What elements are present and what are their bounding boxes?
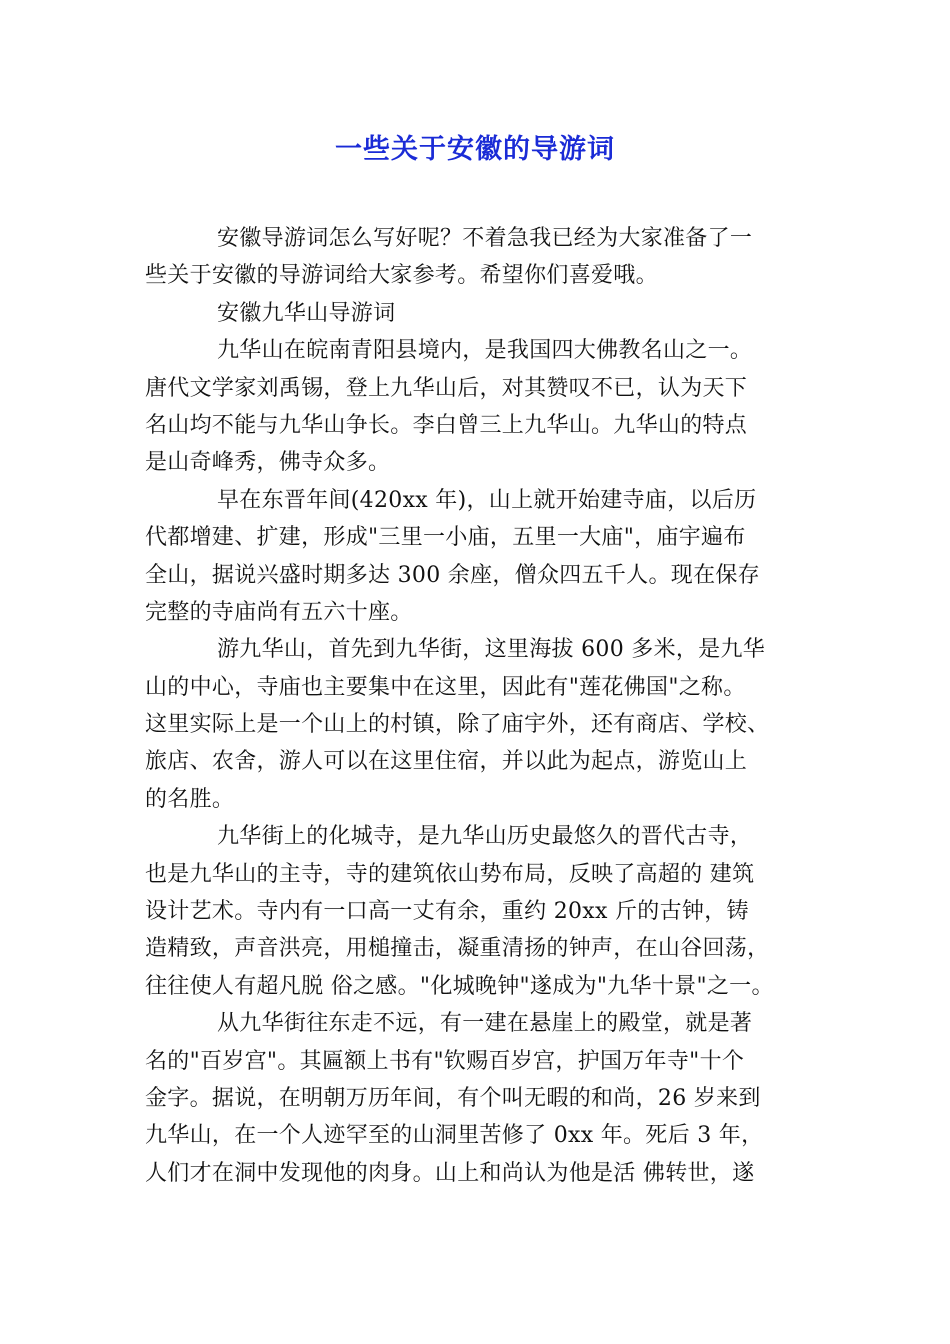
- body-line-5: 唐代文学家刘禹锡，登上九华山后，对其赞叹不已，认为天下: [145, 375, 748, 401]
- body-line-25: 九华山，在一个人迹罕至的山洞里苦修了 0xx 年。死后 3 年，: [145, 1123, 764, 1149]
- body-line-2: 些关于安徽的导游词给大家参考。希望你们喜爱哦。: [145, 263, 658, 289]
- body-line-13: 山的中心，寺庙也主要集中在这里，因此有"莲花佛国"之称。: [145, 674, 746, 700]
- body-line-14: 这里实际上是一个山上的村镇，除了庙宇外，还有商店、学校、: [145, 712, 770, 738]
- body-line-18: 也是九华山的主寺，寺的建筑依山势布局，反映了高超的 建筑: [145, 861, 755, 887]
- body-line-17: 九华街上的化城寺，是九华山历史最悠久的晋代古寺，: [217, 824, 753, 850]
- body-line-12: 游九华山，首先到九华街，这里海拔 600 多米，是九华: [217, 637, 766, 663]
- body-line-9: 代都增建、扩建，形成"三里一小庙，五里一大庙"，庙宇遍布: [145, 525, 746, 551]
- document-title: 一些关于安徽的导游词: [335, 134, 615, 165]
- body-line-7: 是山奇峰秀，佛寺众多。: [145, 450, 391, 476]
- body-line-20: 造精致，声音洪亮，用槌撞击，凝重清扬的钟声，在山谷回荡，: [145, 936, 770, 962]
- body-line-6: 名山均不能与九华山争长。李白曾三上九华山。九华山的特点: [145, 412, 748, 438]
- document-body: [145, 220, 825, 1192]
- body-line-1: 安徽导游词怎么写好呢？不着急我已经为大家准备了一: [217, 226, 753, 251]
- body-line-10: 全山，据说兴盛时期多达 300 余座，僧众四五千人。现在保存: [145, 562, 760, 588]
- body-line-16: 的名胜。: [145, 786, 235, 812]
- body-line-24: 金字。据说，在明朝万历年间，有个叫无暇的和尚，26 岁来到: [145, 1085, 761, 1111]
- body-line-8: 早在东晋年间(420xx 年)，山上就开始建寺庙，以后历: [217, 487, 757, 513]
- body-line-4: 九华山在皖南青阳县境内，是我国四大佛教名山之一。: [217, 338, 753, 364]
- body-line-26: 人们才在洞中发现他的肉身。山上和尚认为他是活 佛转世，遂: [145, 1160, 755, 1186]
- section-heading: 安徽九华山导游词: [217, 300, 396, 326]
- body-line-15: 旅店、农舍，游人可以在这里住宿，并以此为起点，游览山上: [145, 749, 748, 775]
- body-line-11: 完整的寺庙尚有五六十座。: [145, 599, 413, 625]
- body-line-23: 名的"百岁宫"。其匾额上书有"钦赐百岁宫，护国万年寺"十个: [145, 1048, 745, 1074]
- body-line-22: 从九华街往东走不远，有一建在悬崖上的殿堂，就是著: [217, 1011, 753, 1037]
- body-line-19: 设计艺术。寺内有一口高一丈有余，重约 20xx 斤的古钟，铸: [145, 899, 749, 925]
- body-line-21: 往往使人有超凡脱 俗之感。"化城晚钟"遂成为"九华十景"之一。: [145, 973, 774, 999]
